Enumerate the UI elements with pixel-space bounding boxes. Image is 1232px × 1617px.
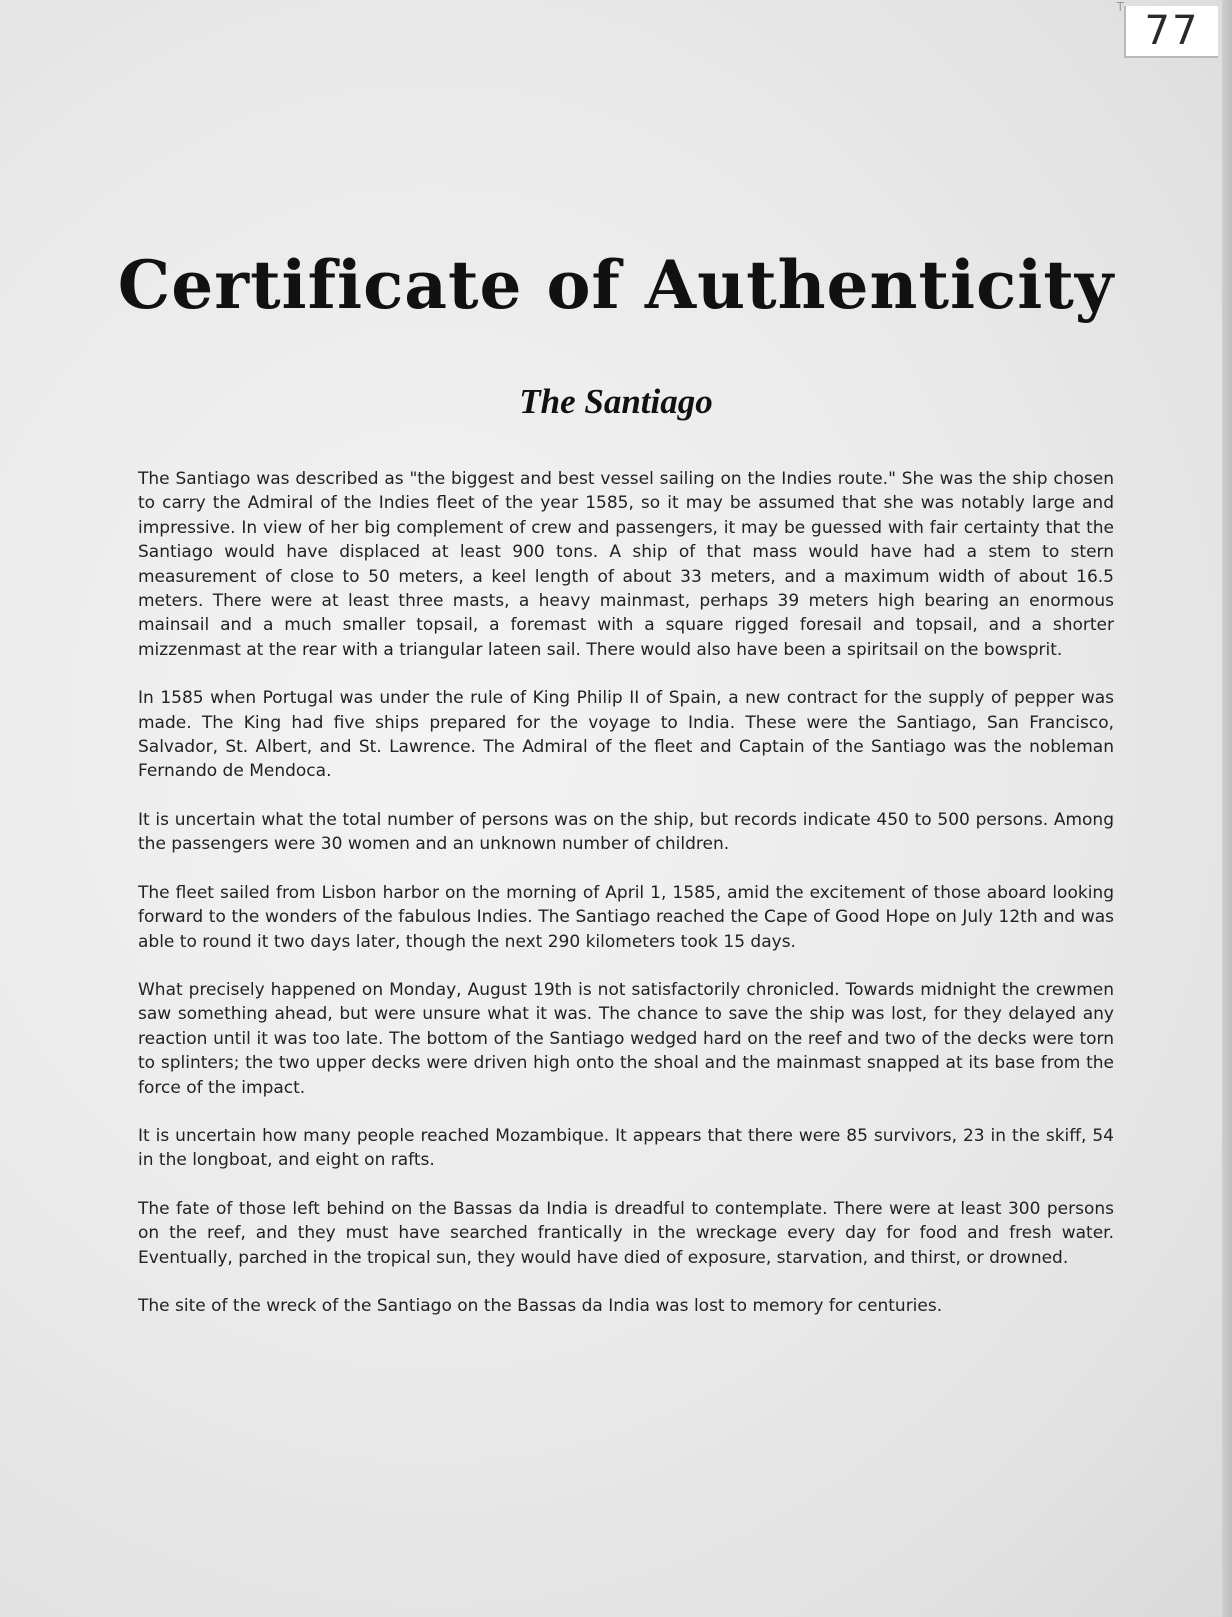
page-number-label: 77 [1124, 6, 1218, 58]
corner-mark: T [1116, 0, 1124, 14]
paragraph-survivors: It is uncertain how many people reached Mozambique. It appears that there were 85 survivors, 23 in the skiff, 54 in the longboat, and eight on rafts. [138, 1125, 1114, 1171]
certificate-title: Certificate of Authenticity [117, 246, 1115, 324]
paragraph-voyage: The fleet sailed from Lisbon harbor on the morning of April 1, 1585, amid the excitement of those aboard looking forward to the wonders of the fabulous Indies. The Santiago reached the Cape of Good Hope on July 12th and was able to round it two days later, though the next 290 kilometers took 15 days. [138, 882, 1114, 952]
ship-name-subtitle: The Santiago [519, 382, 713, 421]
paragraph-site-lost: The site of the wreck of the Santiago on the Bassas da India was lost to memory for centuries. [138, 1295, 943, 1316]
paragraph-wreck: What precisely happened on Monday, August 19th is not satisfactorily chronicled. Towards midnight the crewmen saw something ahead, but were unsure what it was. The chance to save the ship was lost, for they delayed any reaction until it was too late. The bottom of the Santiago wedged hard on the reef and two of the decks were torn to splinters; the two upper decks were driven high onto the shoal and the mainmast snapped at its base from the force of the impact. [138, 979, 1114, 1098]
certificate-body [138, 467, 1114, 1342]
paragraph-fate: The fate of those left behind on the Bassas da India is dreadful to contemplate. There were at least 300 persons on the reef, and they must have searched frantically in the wreckage every day for food and fresh water. Eventually, parched in the tropical sun, they would have died of exposure, starvation, and thirst, or drowned. [138, 1198, 1114, 1268]
paragraph-ship-description: The Santiago was described as "the biggest and best vessel sailing on the Indies route." She was the ship chosen to carry the Admiral of the Indies fleet of the year 1585, so it may be assumed that she was notably large and impressive. In view of her big complement of crew and passengers, it may be guessed with fair certainty that the Santiago would have displaced at least 900 tons. A ship of that mass would have had a stem to stern measurement of close to 50 meters, a keel length of about 33 meters, and a maximum width of about 16.5 meters. There were at least three masts, a heavy mainmast, perhaps 39 meters high bearing an enormous mainsail and a much smaller topsail, a foremast with a square rigged foresail and topsail, and a shorter mizzenmast at the rear with a triangular lateen sail. There would also have been a spiritsail on the bowsprit. [138, 469, 1114, 660]
paragraph-persons-aboard: It is uncertain what the total number of persons was on the ship, but records indicate 450 to 500 persons. Among the passengers were 30 women and an unknown number of children. [138, 809, 1114, 855]
paragraph-fleet-contract: In 1585 when Portugal was under the rule of King Philip II of Spain, a new contract for the supply of pepper was made. The King had five ships prepared for the voyage to India. These were the Santiago, San Francisco, Salvador, St. Albert, and St. Lawrence. The Admiral of the fleet and Captain of the Santiago was the nobleman Fernando de Mendoca. [138, 688, 1114, 782]
